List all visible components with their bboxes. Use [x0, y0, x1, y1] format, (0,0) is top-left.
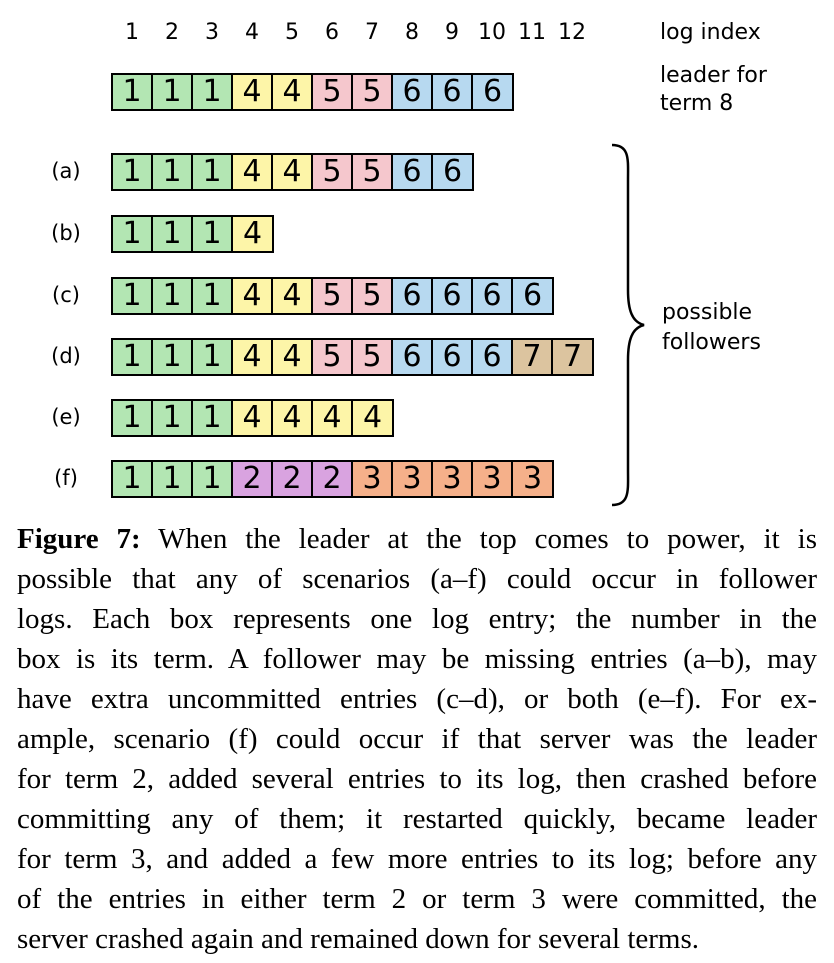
- log-entry-term-3: 3: [473, 462, 513, 496]
- caption-line: for term 2, added several entries to its log, then crashed before: [17, 763, 817, 795]
- log-entry-term-1: 1: [193, 75, 233, 109]
- log-entry-term-7: 7: [553, 340, 592, 374]
- log-entry-term-5: 5: [313, 75, 353, 109]
- log-entry-term-1: 1: [113, 155, 153, 189]
- log-entry-term-6: 6: [473, 340, 513, 374]
- log-entry-term-4: 4: [313, 401, 353, 435]
- log-entry-term-1: 1: [153, 75, 193, 109]
- figure-caption: [17, 519, 817, 959]
- log-entry-term-1: 1: [113, 279, 153, 313]
- log-entry-term-2: 2: [273, 462, 313, 496]
- follower-log-row-d-label: (d): [51, 344, 81, 368]
- log-entry-term-7: 7: [513, 340, 553, 374]
- log-entry-term-6: 6: [433, 279, 473, 313]
- log-entry-term-1: 1: [113, 340, 153, 374]
- caption-line: server crashed again and remained down for several terms.: [17, 923, 700, 955]
- log-entry-term-5: 5: [353, 75, 393, 109]
- log-entry-term-1: 1: [113, 75, 153, 109]
- leader-log-row: [111, 73, 514, 111]
- log-entry-term-1: 1: [193, 340, 233, 374]
- log-index-label: log index: [660, 20, 761, 45]
- log-index-number: 7: [365, 20, 379, 45]
- leader-label-line2: term 8: [660, 91, 734, 116]
- log-entry-term-6: 6: [513, 279, 552, 313]
- caption-line: have extra uncommitted entries (c–d), or both (e–f). For ex-: [17, 683, 817, 715]
- log-entry-term-4: 4: [233, 217, 272, 251]
- log-entry-term-1: 1: [153, 155, 193, 189]
- log-entry-term-5: 5: [353, 279, 393, 313]
- log-index-number: 4: [245, 20, 259, 45]
- log-entry-term-1: 1: [153, 401, 193, 435]
- follower-log-row-b: [111, 215, 274, 253]
- log-index-number: 1: [125, 20, 139, 45]
- log-index-number: 12: [558, 20, 586, 45]
- figure-label: Figure 7:: [17, 523, 141, 555]
- caption-line: possible that any of scenarios (a–f) could occur in follower: [17, 563, 817, 595]
- log-entry-term-6: 6: [433, 155, 472, 189]
- log-entry-term-4: 4: [233, 401, 273, 435]
- log-entry-term-1: 1: [153, 217, 193, 251]
- log-entry-term-5: 5: [313, 155, 353, 189]
- log-index-number: 6: [325, 20, 339, 45]
- followers-brace-icon: [600, 140, 650, 510]
- log-entry-term-6: 6: [393, 155, 433, 189]
- log-index-number: 10: [478, 20, 506, 45]
- log-index-number: 3: [205, 20, 219, 45]
- log-entry-term-6: 6: [393, 340, 433, 374]
- log-entry-term-4: 4: [273, 340, 313, 374]
- leader-label-line1: leader for: [660, 63, 767, 88]
- follower-log-row-e-label: (e): [51, 405, 81, 429]
- caption-line: of the entries in either term 2 or term 3 were committed, the: [17, 883, 817, 915]
- follower-log-row-f-label: (f): [54, 466, 78, 490]
- log-entry-term-1: 1: [193, 462, 233, 496]
- follower-log-row-e: [111, 399, 394, 437]
- caption-line: for term 3, and added a few more entries to its log; before any: [17, 843, 817, 875]
- log-index-number: 2: [165, 20, 179, 45]
- log-entry-term-1: 1: [113, 462, 153, 496]
- caption-line: [17, 519, 817, 559]
- log-entry-term-3: 3: [433, 462, 473, 496]
- log-entry-term-1: 1: [193, 217, 233, 251]
- log-entry-term-2: 2: [313, 462, 353, 496]
- log-entry-term-1: 1: [153, 340, 193, 374]
- log-entry-term-4: 4: [233, 75, 273, 109]
- caption-line: committing any of them; it restarted quickly, became leader: [17, 803, 817, 835]
- log-entry-term-3: 3: [393, 462, 433, 496]
- log-entry-term-1: 1: [153, 462, 193, 496]
- log-entry-term-1: 1: [113, 217, 153, 251]
- follower-log-row-f: [111, 460, 554, 498]
- log-entry-term-6: 6: [473, 75, 512, 109]
- leader-label: [660, 62, 820, 118]
- possible-followers-label: [662, 298, 822, 358]
- log-entry-term-6: 6: [433, 340, 473, 374]
- log-index-number: 11: [518, 20, 546, 45]
- caption-line: box is its term. A follower may be missing entries (a–b), may: [17, 643, 817, 675]
- log-entry-term-2: 2: [233, 462, 273, 496]
- log-entry-term-4: 4: [233, 155, 273, 189]
- possible-followers-line2: followers: [662, 330, 761, 355]
- log-index-number: 8: [405, 20, 419, 45]
- log-entry-term-4: 4: [233, 340, 273, 374]
- log-entry-term-1: 1: [113, 401, 153, 435]
- log-entry-term-5: 5: [353, 155, 393, 189]
- log-entry-term-3: 3: [513, 462, 552, 496]
- log-entry-term-5: 5: [313, 340, 353, 374]
- possible-followers-line1: possible: [662, 300, 753, 325]
- log-entry-term-1: 1: [193, 155, 233, 189]
- log-entry-term-4: 4: [273, 401, 313, 435]
- log-entry-term-6: 6: [473, 279, 513, 313]
- log-entry-term-1: 1: [153, 279, 193, 313]
- follower-log-row-a: [111, 153, 474, 191]
- log-index-number: 5: [285, 20, 299, 45]
- log-entry-term-5: 5: [353, 340, 393, 374]
- log-entry-term-5: 5: [313, 279, 353, 313]
- log-entry-term-4: 4: [273, 75, 313, 109]
- log-index-number: 9: [445, 20, 459, 45]
- follower-log-row-a-label: (a): [51, 159, 81, 183]
- log-entry-term-1: 1: [193, 279, 233, 313]
- log-entry-term-6: 6: [393, 279, 433, 313]
- log-entry-term-1: 1: [193, 401, 233, 435]
- log-entry-term-4: 4: [273, 279, 313, 313]
- follower-log-row-c: [111, 277, 554, 315]
- follower-log-row-b-label: (b): [51, 221, 81, 245]
- caption-text: When the leader at the top comes to power, it is: [140, 523, 817, 555]
- log-entry-term-6: 6: [393, 75, 433, 109]
- caption-line: logs. Each box represents one log entry; the number in the: [17, 603, 817, 635]
- caption-line: ample, scenario (f) could occur if that server was the leader: [17, 723, 817, 755]
- follower-log-row-d: [111, 338, 594, 376]
- log-entry-term-3: 3: [353, 462, 393, 496]
- log-entry-term-4: 4: [233, 279, 273, 313]
- log-entry-term-4: 4: [353, 401, 392, 435]
- log-entry-term-4: 4: [273, 155, 313, 189]
- log-entry-term-6: 6: [433, 75, 473, 109]
- follower-log-row-c-label: (c): [52, 283, 80, 307]
